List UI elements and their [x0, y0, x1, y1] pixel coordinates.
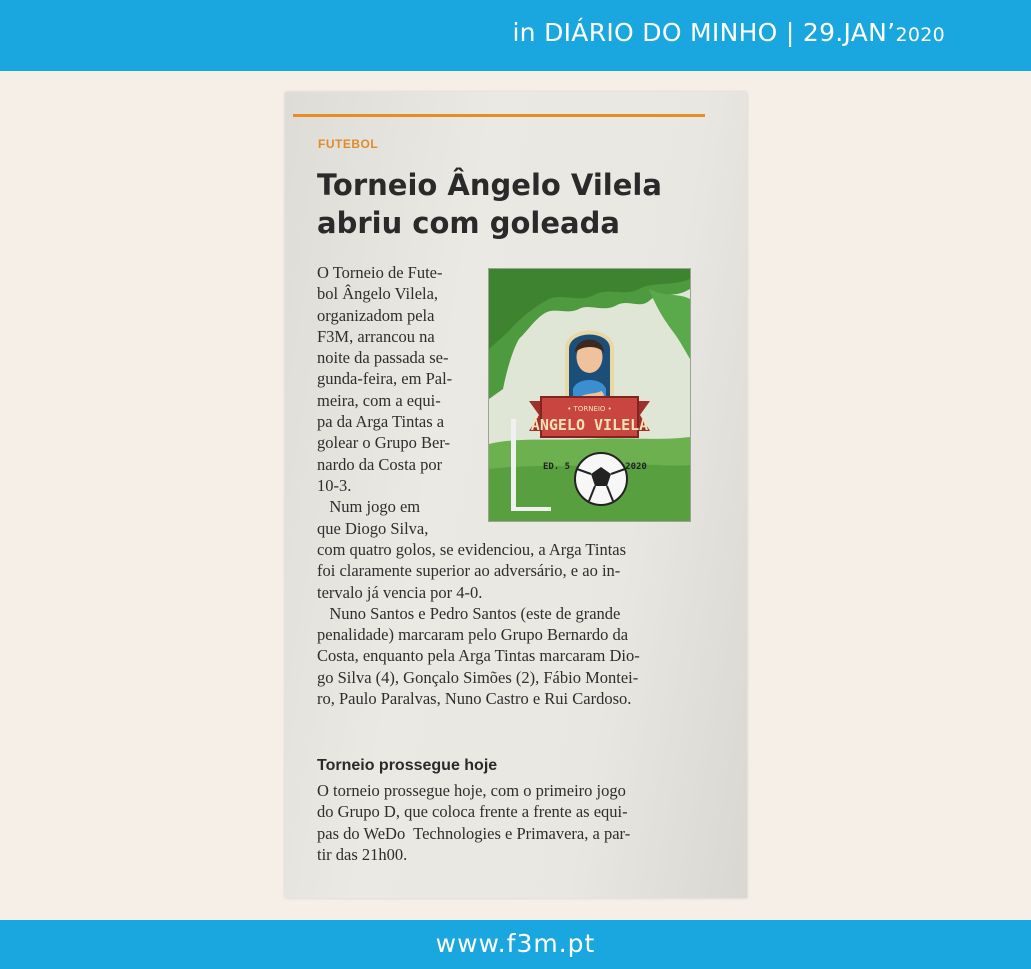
text-line: pa da Arga Tintas a [317, 412, 445, 432]
text-line: gunda-feira, em Pal- [317, 369, 453, 389]
headline-line: Torneio Ângelo Vilela [317, 168, 662, 202]
header-bar [0, 0, 1031, 71]
text-line: O torneio prossegue hoje, com o primeiro jogo [317, 781, 626, 800]
text-line: tir das 21h00. [317, 844, 408, 864]
text-line: O Torneio de Fute- [317, 263, 443, 282]
footer-url[interactable]: www.f3m.pt [435, 929, 596, 958]
text-line: noite da passada se- [317, 348, 449, 368]
text-line: Nuno Santos e Pedro Santos (este de grande [317, 603, 621, 623]
source-year: 2020 [895, 24, 945, 46]
text-line: golear o Grupo Ber- [317, 433, 450, 453]
text-line: do Grupo D, que coloca frente a frente as equi- [317, 802, 628, 822]
headline-line: abriu com goleada [317, 206, 620, 240]
text-line: pas do WeDo Technologies e Primavera, a par- [317, 823, 631, 843]
tournament-poster [488, 268, 691, 522]
article-final-text [317, 780, 630, 865]
text-line: que Diogo Silva, [317, 518, 429, 538]
article-full-text [317, 539, 640, 709]
text-line: Costa, enquanto pela Arga Tintas marcaram Dio- [317, 646, 640, 666]
edition-text: ED. 5 [543, 462, 571, 472]
text-line: tervalo já vencia por 4-0. [317, 582, 483, 602]
section-label: FUTEBOL [318, 137, 379, 151]
text-line: foi claramente superior ao adversário, e ao in- [317, 561, 621, 581]
source-title [512, 18, 945, 47]
source-label: in DIÁRIO DO MINHO | 29.JAN’ [512, 18, 896, 47]
poster-art [489, 269, 690, 521]
text-line: nardo da Costa por [317, 454, 443, 474]
article-column-text [317, 262, 452, 539]
text-line: penalidade) marcaram pelo Grupo Bernardo da [317, 625, 629, 645]
newspaper-clipping [285, 92, 747, 898]
text-line: go Silva (4), Gonçalo Simões (2), Fábio Montei- [317, 667, 639, 687]
subhead: Torneio prossegue hoje [317, 757, 498, 774]
text-line: organizadom pela [317, 305, 435, 325]
text-line: F3M, arrancou na [317, 326, 435, 346]
banner-top-text: • TORNEIO • [567, 405, 612, 413]
text-line: bol Ângelo Vilela, [317, 284, 439, 304]
text-line: com quatro golos, se evidenciou, a Arga Tintas [317, 540, 627, 559]
text-line: ro, Paulo Paralvas, Nuno Castro e Rui Cardoso. [317, 689, 632, 709]
section-rule [293, 114, 705, 117]
text-line: meira, com a equi- [317, 390, 441, 410]
text-line: 10-3. [317, 475, 352, 495]
banner-name-text: ÂNGELO VILELA [530, 416, 649, 434]
poster-year-text: 2020 [625, 462, 647, 472]
headline [317, 166, 717, 242]
footer-bar [0, 920, 1031, 969]
text-line: Num jogo em [317, 497, 421, 517]
